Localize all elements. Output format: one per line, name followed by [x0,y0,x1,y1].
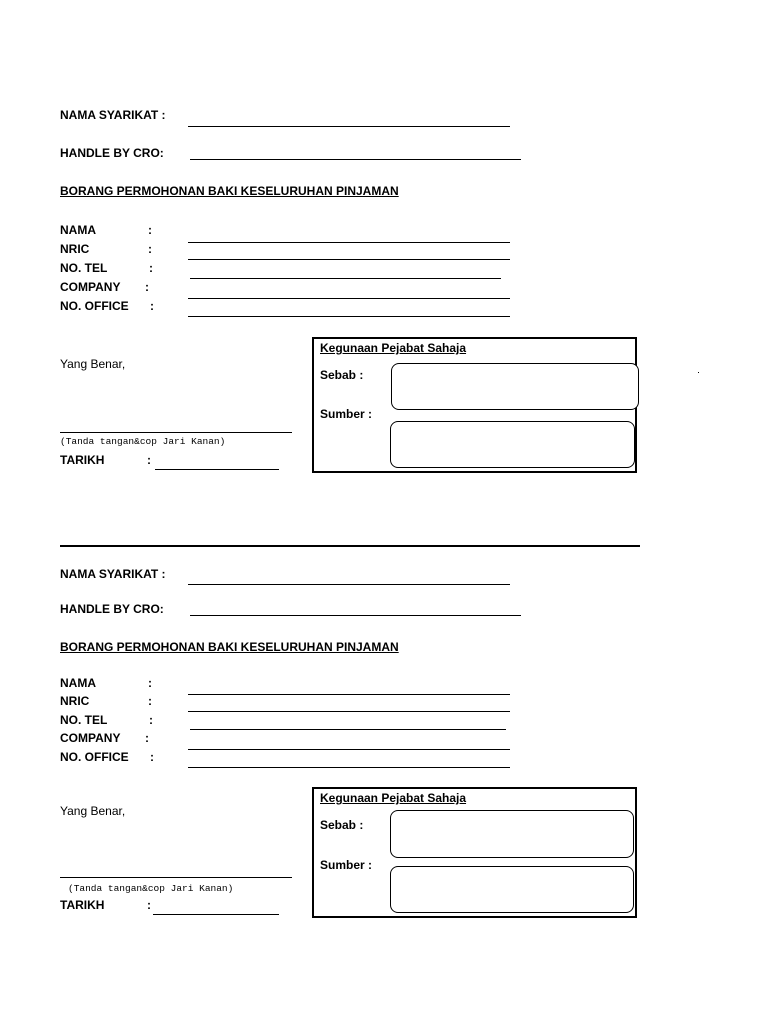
closing-text: Yang Benar, [60,357,126,371]
nric-field[interactable] [188,259,510,260]
name-field[interactable] [188,242,510,243]
handle-by-cro-field[interactable] [190,615,521,616]
name-colon: : [148,223,152,237]
company-name-label: NAMA SYARIKAT : [60,567,166,581]
nric-colon: : [148,694,152,708]
handle-by-cro-label: HANDLE BY CRO: [60,602,164,616]
reason-input-box[interactable] [391,363,639,410]
source-input-box[interactable] [390,421,635,468]
reason-label: Sebab : [320,368,364,382]
reason-label: Sebab : [320,818,364,832]
office-number-label: NO. OFFICE [60,750,129,764]
name-label: NAMA [60,676,96,690]
closing-text: Yang Benar, [60,804,126,818]
handle-by-cro-label: HANDLE BY CRO: [60,146,164,160]
office-use-title: Kegunaan Pejabat Sahaja [320,341,467,355]
company-label: COMPANY [60,280,121,294]
source-label: Sumber : [320,407,373,421]
date-label: TARIKH [60,453,105,467]
office-number-colon: : [150,299,154,313]
company-field[interactable] [188,749,510,750]
date-label: TARIKH [60,898,105,912]
handle-by-cro-field[interactable] [190,159,521,160]
office-number-field[interactable] [188,767,510,768]
company-field[interactable] [188,298,510,299]
reason-input-box[interactable] [390,810,634,858]
phone-label: NO. TEL [60,713,108,727]
office-number-colon: : [150,750,154,764]
company-name-field[interactable] [188,584,510,585]
signature-field[interactable] [60,432,292,433]
office-number-label: NO. OFFICE [60,299,129,313]
company-colon: : [145,280,149,294]
signature-note: (Tanda tangan&cop Jari Kanan) [68,883,234,894]
phone-field[interactable] [190,278,501,279]
date-field[interactable] [153,914,279,915]
company-name-field[interactable] [188,126,510,127]
name-label: NAMA [60,223,96,237]
signature-field[interactable] [60,877,292,878]
phone-label: NO. TEL [60,261,108,275]
source-input-box[interactable] [390,866,634,913]
office-use-title: Kegunaan Pejabat Sahaja [320,791,467,805]
form-title: BORANG PERMOHONAN BAKI KESELURUHAN PINJAMAN [60,184,399,198]
nric-colon: : [148,242,152,256]
phone-colon: : [149,261,153,275]
phone-field[interactable] [190,729,506,730]
company-colon: : [145,731,149,745]
nric-label: NRIC [60,694,90,708]
name-field[interactable] [188,694,510,695]
nric-label: NRIC [60,242,90,256]
nric-field[interactable] [188,711,510,712]
date-field[interactable] [155,469,279,470]
form-separator [60,545,640,547]
stray-mark [698,372,699,373]
phone-colon: : [149,713,153,727]
name-colon: : [148,676,152,690]
date-colon: : [147,453,151,467]
source-label: Sumber : [320,858,373,872]
date-colon: : [147,898,151,912]
form-title: BORANG PERMOHONAN BAKI KESELURUHAN PINJAMAN [60,640,399,654]
company-label: COMPANY [60,731,121,745]
company-name-label: NAMA SYARIKAT : [60,108,166,122]
signature-note: (Tanda tangan&cop Jari Kanan) [60,436,226,447]
office-number-field[interactable] [188,316,510,317]
